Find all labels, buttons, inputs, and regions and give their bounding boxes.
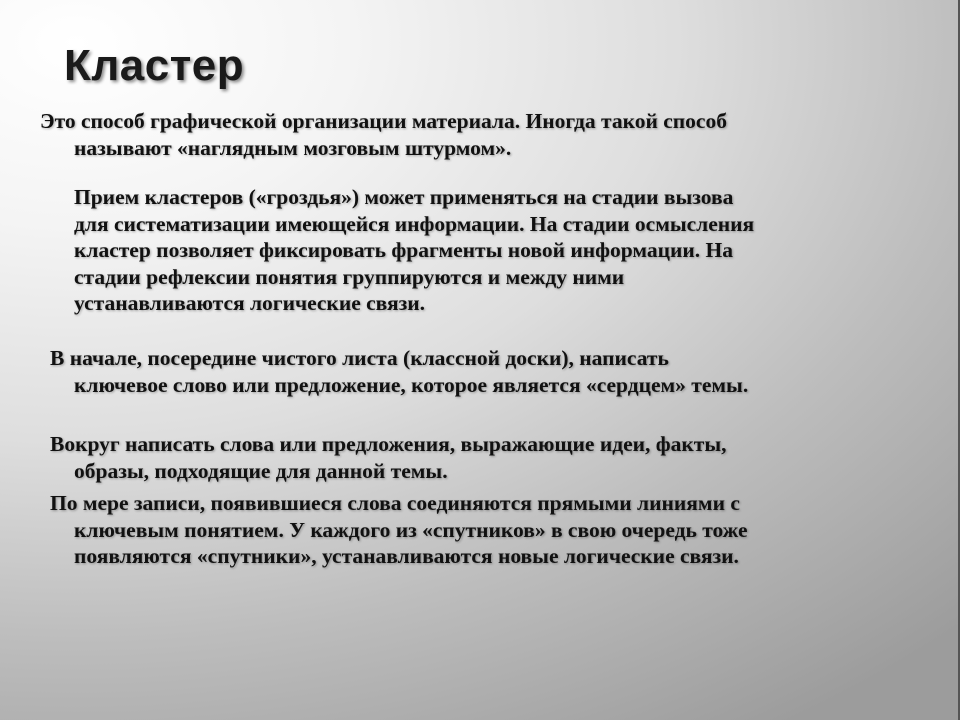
paragraph-step-2 [50,431,727,484]
text-line: называют «наглядным мозговым штурмом». [74,135,512,160]
text-line: стадии рефлексии понятия группируются и между ними [74,264,625,289]
text-line: Это способ графической организации материала. Иногда такой способ [40,109,727,133]
text-line: По мере записи, появившиеся слова соединяются прямыми линиями с [50,491,740,515]
text-line: Вокруг написать слова или предложения, выражающие идеи, факты, [50,432,727,456]
paragraph-definition [40,108,727,161]
text-line: В начале, посередине чистого листа (классной доски), написать [50,346,669,370]
text-line: Прием кластеров («гроздья») может применяться на стадии вызова [74,185,734,209]
text-line: для систематизации имеющейся информации. На стадии осмысления [74,211,755,236]
text-line: ключевым понятием. У каждого из «спутников» в свою очередь тоже [74,517,748,542]
text-line: образы, подходящие для данной темы. [74,458,448,483]
slide-title: Кластер [64,41,245,90]
text-line: ключевое слово или предложение, которое является «сердцем» темы. [74,372,749,397]
text-line: появляются «спутники», устанавливаются новые логические связи. [74,544,739,568]
paragraph-step-3 [50,490,748,570]
paragraph-step-1 [50,345,748,398]
text-line: устанавливаются логические связи. [74,291,426,315]
text-line: кластер позволяет фиксировать фрагменты новой информации. На [74,238,733,262]
paragraph-usage [74,184,754,317]
